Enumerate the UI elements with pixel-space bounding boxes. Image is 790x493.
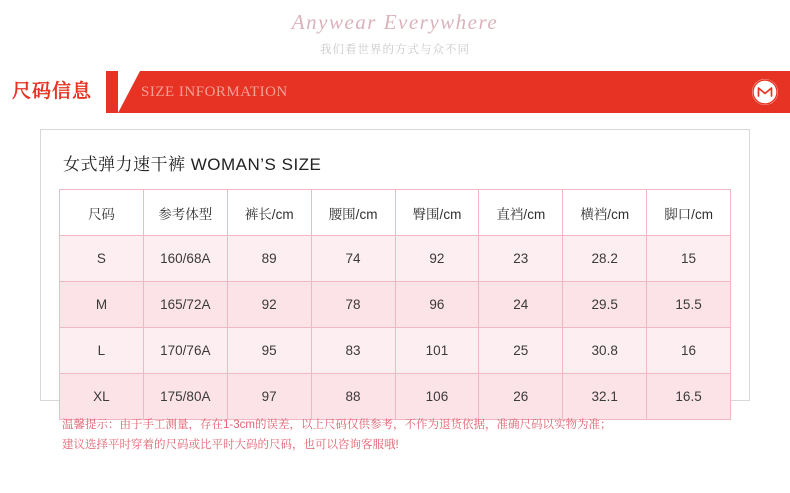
table-cell: 106 bbox=[395, 374, 479, 420]
table-cell: 32.1 bbox=[563, 374, 647, 420]
column-header: 直裆/cm bbox=[479, 190, 563, 236]
table-cell: 92 bbox=[227, 282, 311, 328]
column-header: 臀围/cm bbox=[395, 190, 479, 236]
table-cell: 25 bbox=[479, 328, 563, 374]
banner-sub-label: SIZE INFORMATION bbox=[141, 84, 288, 100]
table-cell: 88 bbox=[311, 374, 395, 420]
column-header: 参考体型 bbox=[143, 190, 227, 236]
size-table bbox=[59, 189, 731, 420]
column-header: 横裆/cm bbox=[563, 190, 647, 236]
table-row bbox=[60, 374, 731, 420]
table-cell: 101 bbox=[395, 328, 479, 374]
table-cell: 95 bbox=[227, 328, 311, 374]
banner-wedge bbox=[118, 71, 140, 113]
brand-title: Anywear Everywhere bbox=[291, 10, 499, 34]
footnote bbox=[62, 415, 750, 455]
column-header: 裤长/cm bbox=[227, 190, 311, 236]
table-cell: 170/76A bbox=[143, 328, 227, 374]
table-cell: 78 bbox=[311, 282, 395, 328]
table-row bbox=[60, 236, 731, 282]
table-cell: 15 bbox=[647, 236, 731, 282]
column-header: 腰围/cm bbox=[311, 190, 395, 236]
footnote-line-1: 温馨提示：由于手工测量，存在1-3cm的误差，以上尺码仅供参考，不作为退货依据，准确尺码以实物为准； bbox=[62, 419, 612, 431]
table-cell: L bbox=[60, 328, 144, 374]
table-header-row bbox=[60, 190, 731, 236]
footnote-line-2: 建议选择平时穿着的尺码或比平时大码的尺码，也可以咨询客服哦! bbox=[62, 439, 399, 452]
table-cell: 165/72A bbox=[143, 282, 227, 328]
table-cell: 96 bbox=[395, 282, 479, 328]
table-row bbox=[60, 282, 731, 328]
size-table-card bbox=[40, 129, 750, 404]
table-cell: 23 bbox=[479, 236, 563, 282]
banner-label: 尺码信息 bbox=[0, 71, 106, 113]
column-header: 尺码 bbox=[60, 190, 144, 236]
brand-header bbox=[0, 0, 790, 57]
table-cell: 29.5 bbox=[563, 282, 647, 328]
table-cell: M bbox=[60, 282, 144, 328]
table-cell: 24 bbox=[479, 282, 563, 328]
table-cell: XL bbox=[60, 374, 144, 420]
table-cell: S bbox=[60, 236, 144, 282]
table-cell: 15.5 bbox=[647, 282, 731, 328]
table-cell: 26 bbox=[479, 374, 563, 420]
table-cell: 175/80A bbox=[143, 374, 227, 420]
table-cell: 16 bbox=[647, 328, 731, 374]
table-cell: 97 bbox=[227, 374, 311, 420]
size-table-title: 女式弹力速干裤 WOMAN’S SIZE bbox=[63, 155, 322, 174]
table-cell: 30.8 bbox=[563, 328, 647, 374]
table-cell: 89 bbox=[227, 236, 311, 282]
table-cell: 160/68A bbox=[143, 236, 227, 282]
table-cell: 74 bbox=[311, 236, 395, 282]
table-row bbox=[60, 328, 731, 374]
table-cell: 16.5 bbox=[647, 374, 731, 420]
table-cell: 83 bbox=[311, 328, 395, 374]
table-cell: 28.2 bbox=[563, 236, 647, 282]
table-cell: 92 bbox=[395, 236, 479, 282]
size-info-banner bbox=[0, 71, 790, 113]
brand-subtitle: 我们看世界的方式与众不同 bbox=[320, 44, 470, 56]
brand-logo-icon bbox=[752, 79, 778, 105]
column-header: 脚口/cm bbox=[647, 190, 731, 236]
